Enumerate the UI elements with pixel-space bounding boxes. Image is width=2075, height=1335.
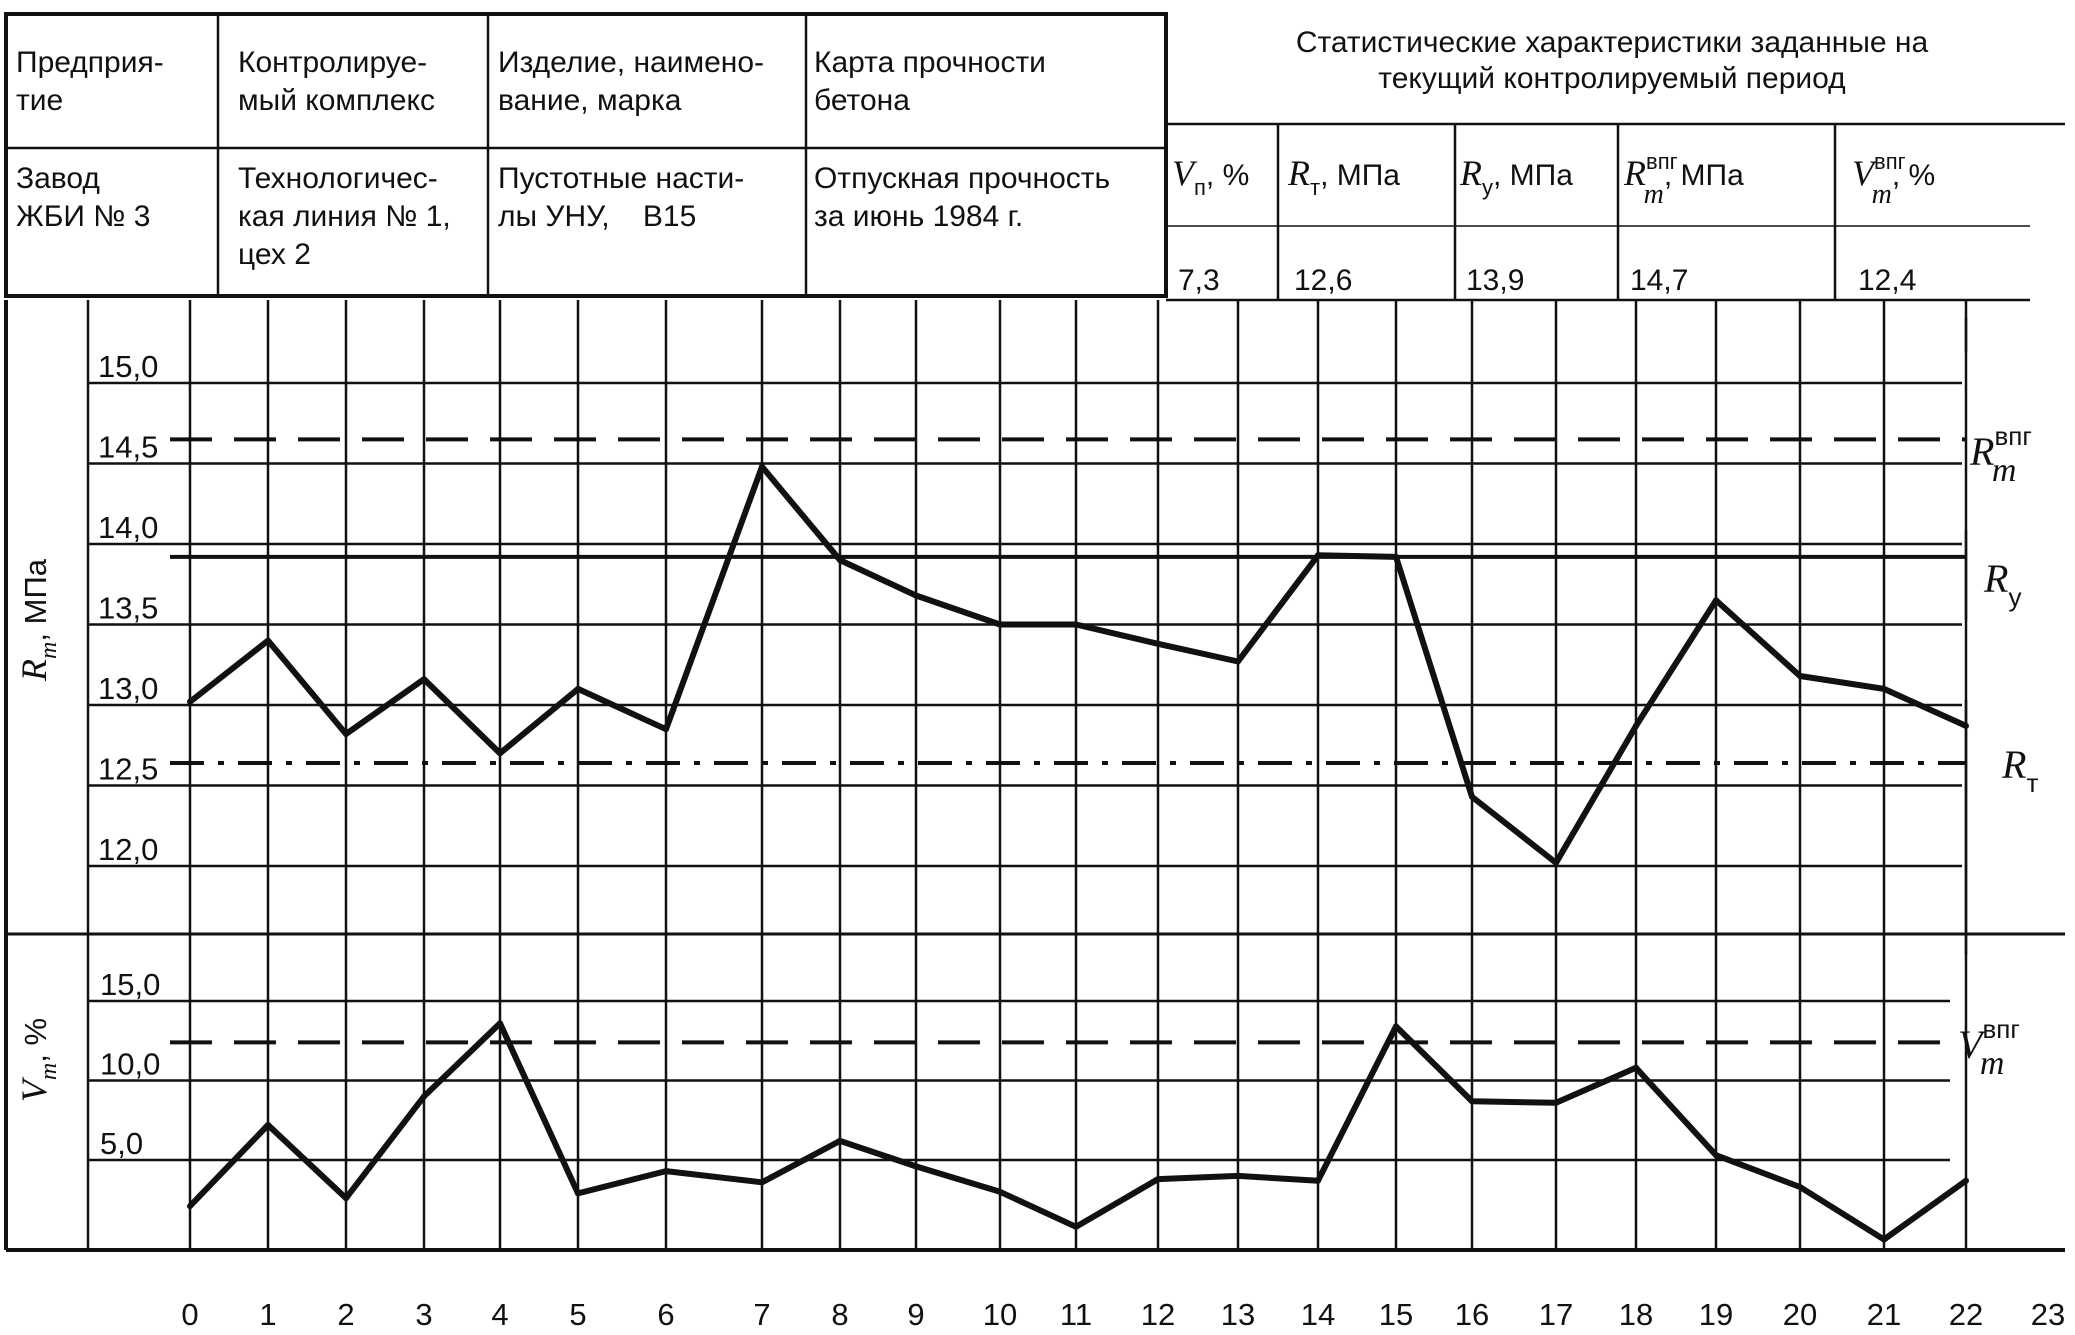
x-tick-label: 2 bbox=[337, 1297, 355, 1332]
variation-point bbox=[759, 1179, 765, 1185]
y-axis-label-sub: m bbox=[36, 1062, 62, 1081]
y-axis-label bbox=[14, 1018, 62, 1102]
col3-title-line2: вание, марка bbox=[498, 84, 682, 117]
x-tick-label: 0 bbox=[181, 1297, 199, 1332]
stats-col-unit: , МПа bbox=[1663, 159, 1744, 192]
variation-point bbox=[1553, 1100, 1559, 1106]
stats-col-header bbox=[1459, 153, 1573, 200]
stats-columns bbox=[1172, 149, 1935, 297]
stats-col-symbol: R bbox=[1460, 153, 1482, 193]
stats-col-value: 13,9 bbox=[1466, 264, 1525, 297]
col3-value-line2: лы УНУ, В15 bbox=[498, 200, 697, 233]
x-tick-label: 12 bbox=[1140, 1297, 1176, 1332]
variation-point bbox=[1797, 1184, 1803, 1190]
y-tick-labels bbox=[98, 349, 160, 1161]
col3-value-line1: Пустотные насти- bbox=[498, 162, 745, 195]
x-tick-label: 20 bbox=[1782, 1297, 1818, 1332]
y-tick-label-upper: 12,0 bbox=[98, 832, 159, 867]
variation-point bbox=[837, 1138, 843, 1144]
stats-col-symbol: R bbox=[1288, 153, 1310, 193]
variation-point bbox=[1235, 1173, 1241, 1179]
col2-value-line2: кая линия № 1, bbox=[238, 200, 451, 233]
stats-col-unit: , МПа bbox=[1493, 159, 1573, 192]
stats-col-unit: , МПа bbox=[1320, 159, 1400, 192]
strength-point bbox=[575, 686, 581, 692]
x-tick-label: 1 bbox=[259, 1297, 277, 1332]
x-tick-label: 9 bbox=[907, 1297, 925, 1332]
y-axis-label-symbol: V bbox=[14, 1080, 54, 1103]
x-tick-label: 15 bbox=[1378, 1297, 1414, 1332]
variation-point bbox=[663, 1168, 669, 1174]
strength-point bbox=[759, 464, 765, 470]
strength-point bbox=[1553, 860, 1559, 866]
x-tick-label: 6 bbox=[657, 1297, 675, 1332]
col2-title-line1: Контролируе- bbox=[238, 46, 428, 79]
header-table bbox=[6, 14, 2065, 300]
y-axis-label-unit: , % bbox=[18, 1017, 53, 1063]
reference-label-sub: m bbox=[1979, 1045, 2005, 1082]
x-tick-label: 17 bbox=[1538, 1297, 1574, 1332]
x-tick-label: 21 bbox=[1866, 1297, 1902, 1332]
stats-col-sub: m bbox=[1643, 179, 1664, 210]
variation-point bbox=[343, 1195, 349, 1201]
variation-point bbox=[1633, 1065, 1639, 1071]
x-tick-label: 16 bbox=[1454, 1297, 1490, 1332]
y-tick-label-lower: 10,0 bbox=[100, 1046, 161, 1082]
variation-point bbox=[265, 1122, 271, 1128]
strength-point bbox=[1963, 723, 1969, 729]
x-tick-label: 23 bbox=[2030, 1297, 2066, 1332]
variation-point bbox=[1713, 1152, 1719, 1158]
stats-col-value: 12,4 bbox=[1858, 264, 1917, 297]
x-tick-label: 3 bbox=[415, 1297, 433, 1332]
stats-col-sub: m bbox=[1871, 179, 1892, 210]
strength-point bbox=[1393, 554, 1399, 560]
y-axis-label-symbol: R bbox=[14, 658, 54, 681]
y-tick-label-lower: 15,0 bbox=[100, 967, 161, 1002]
reference-label-symbol: V bbox=[1958, 1022, 1983, 1067]
variation-point bbox=[1155, 1176, 1161, 1182]
y-axis-label-sub: m bbox=[36, 641, 62, 659]
strength-point bbox=[187, 699, 193, 705]
col2-title-line2: мый комплекс bbox=[238, 84, 435, 117]
stats-col-value: 12,6 bbox=[1294, 264, 1353, 297]
y-axis-label-unit: , МПа bbox=[18, 559, 53, 642]
chart-area bbox=[6, 300, 2065, 1332]
col1-value-line1: Завод bbox=[16, 162, 100, 195]
strength-point bbox=[1633, 723, 1639, 729]
col1-title-line2: тие bbox=[16, 84, 64, 117]
variation-series-line bbox=[190, 1023, 1966, 1239]
stats-col-sub: т bbox=[1310, 175, 1321, 200]
reference-label bbox=[1983, 556, 2021, 612]
strength-point bbox=[1881, 686, 1887, 692]
reference-lines bbox=[170, 421, 2038, 1082]
reference-label-sup: впг bbox=[1982, 1014, 2020, 1044]
strength-point bbox=[1155, 641, 1161, 647]
col4-title-line2: бетона bbox=[814, 84, 910, 117]
strength-point bbox=[997, 622, 1003, 628]
variation-point bbox=[187, 1203, 193, 1209]
stats-col-header bbox=[1623, 149, 1744, 210]
y-tick-label-upper: 14,0 bbox=[98, 510, 159, 545]
stats-col-header bbox=[1287, 153, 1400, 200]
x-tick-label: 19 bbox=[1698, 1297, 1734, 1332]
reference-label-symbol: R bbox=[1984, 556, 2009, 601]
variation-point bbox=[913, 1163, 919, 1169]
strength-point bbox=[265, 638, 271, 644]
reference-label bbox=[1969, 421, 2032, 489]
col4-title-line1: Карта прочности bbox=[814, 46, 1046, 79]
y-tick-label-upper: 13,0 bbox=[98, 671, 159, 706]
x-tick-label: 14 bbox=[1300, 1297, 1336, 1332]
variation-point bbox=[1073, 1224, 1079, 1230]
y-tick-label-upper: 13,5 bbox=[98, 590, 159, 626]
variation-point bbox=[497, 1020, 503, 1026]
x-tick-label: 7 bbox=[753, 1297, 771, 1332]
strength-point bbox=[421, 676, 427, 682]
x-tick-label: 5 bbox=[569, 1297, 587, 1332]
strength-point bbox=[1073, 622, 1079, 628]
x-tick-label: 13 bbox=[1220, 1297, 1256, 1332]
y-tick-label-upper: 15,0 bbox=[98, 349, 159, 384]
stats-col-symbol: R bbox=[1624, 153, 1646, 193]
y-tick-label-upper: 14,5 bbox=[98, 429, 159, 465]
series-lines bbox=[187, 464, 1969, 1243]
x-tick-label: 4 bbox=[491, 1297, 509, 1332]
col4-value-line1: Отпускная прочность bbox=[814, 162, 1111, 195]
strength-point bbox=[837, 557, 843, 563]
reference-label-symbol: R bbox=[2002, 742, 2027, 787]
x-tick-label: 8 bbox=[831, 1297, 849, 1332]
stats-col-header bbox=[1852, 149, 1935, 210]
col4-value-line2: за июнь 1984 г. bbox=[814, 200, 1024, 233]
variation-point bbox=[1469, 1098, 1475, 1104]
strength-point bbox=[1235, 659, 1241, 665]
col3-title-line1: Изделие, наимено- bbox=[498, 46, 765, 79]
col1-value-line2: ЖБИ № 3 bbox=[16, 200, 151, 233]
reference-label-symbol: R bbox=[1970, 429, 1995, 474]
reference-label-sup: впг bbox=[1994, 421, 2032, 451]
y-tick-label-upper: 12,5 bbox=[98, 751, 159, 787]
reference-label-sub: m bbox=[1991, 452, 2017, 489]
horizontal-grid bbox=[88, 318, 1966, 1160]
stats-title-line1: Статистические характеристики заданные на bbox=[1295, 26, 1929, 59]
x-tick-label: 10 bbox=[982, 1297, 1018, 1332]
stats-col-value: 7,3 bbox=[1178, 264, 1220, 297]
reference-label-sub: у bbox=[2008, 582, 2022, 612]
variation-point bbox=[421, 1093, 427, 1099]
stats-col-symbol: V bbox=[1852, 153, 1874, 193]
strength-point bbox=[1797, 673, 1803, 679]
stats-col-sub: п bbox=[1194, 175, 1206, 200]
strength-point bbox=[913, 593, 919, 599]
strength-point bbox=[663, 726, 669, 732]
col1-title-line1: Предприя- bbox=[16, 46, 164, 79]
variation-point bbox=[997, 1189, 1003, 1195]
stats-col-value: 14,7 bbox=[1630, 264, 1689, 297]
strength-point bbox=[1713, 597, 1719, 603]
stats-title-line2: текущий контролируемый период bbox=[1378, 62, 1846, 95]
col2-value-line1: Технологичес- bbox=[238, 162, 438, 195]
variation-point bbox=[575, 1190, 581, 1196]
x-tick-label: 22 bbox=[1948, 1297, 1984, 1332]
stats-col-unit: , % bbox=[1205, 159, 1250, 192]
stats-col-unit: , % bbox=[1891, 159, 1936, 192]
variation-point bbox=[1881, 1237, 1887, 1243]
y-tick-label-lower: 5,0 bbox=[100, 1126, 144, 1161]
stats-col-header bbox=[1172, 153, 1249, 200]
reference-label bbox=[2001, 742, 2038, 798]
strength-point bbox=[343, 731, 349, 737]
stats-col-sub: у bbox=[1482, 175, 1493, 200]
stats-col-sup: впг bbox=[1646, 149, 1678, 174]
strength-point bbox=[1469, 794, 1475, 800]
variation-point bbox=[1963, 1178, 1969, 1184]
variation-point bbox=[1393, 1023, 1399, 1029]
variation-point bbox=[1315, 1178, 1321, 1184]
vertical-grid bbox=[190, 300, 1966, 1250]
x-tick-labels bbox=[181, 1297, 2065, 1332]
y-axis-label bbox=[14, 558, 62, 682]
stats-col-sup: впг bbox=[1874, 149, 1906, 174]
strength-point bbox=[497, 750, 503, 756]
col2-value-line3: цех 2 bbox=[238, 238, 311, 271]
x-tick-label: 18 bbox=[1618, 1297, 1654, 1332]
x-tick-label: 11 bbox=[1059, 1297, 1093, 1332]
strength-series-line bbox=[190, 467, 1966, 863]
y-axis-labels bbox=[14, 558, 62, 1102]
reference-label-lower bbox=[1958, 1014, 2020, 1082]
stats-col-symbol: V bbox=[1172, 153, 1194, 193]
strength-point bbox=[1315, 552, 1321, 558]
reference-label-sub: т bbox=[2026, 768, 2039, 798]
